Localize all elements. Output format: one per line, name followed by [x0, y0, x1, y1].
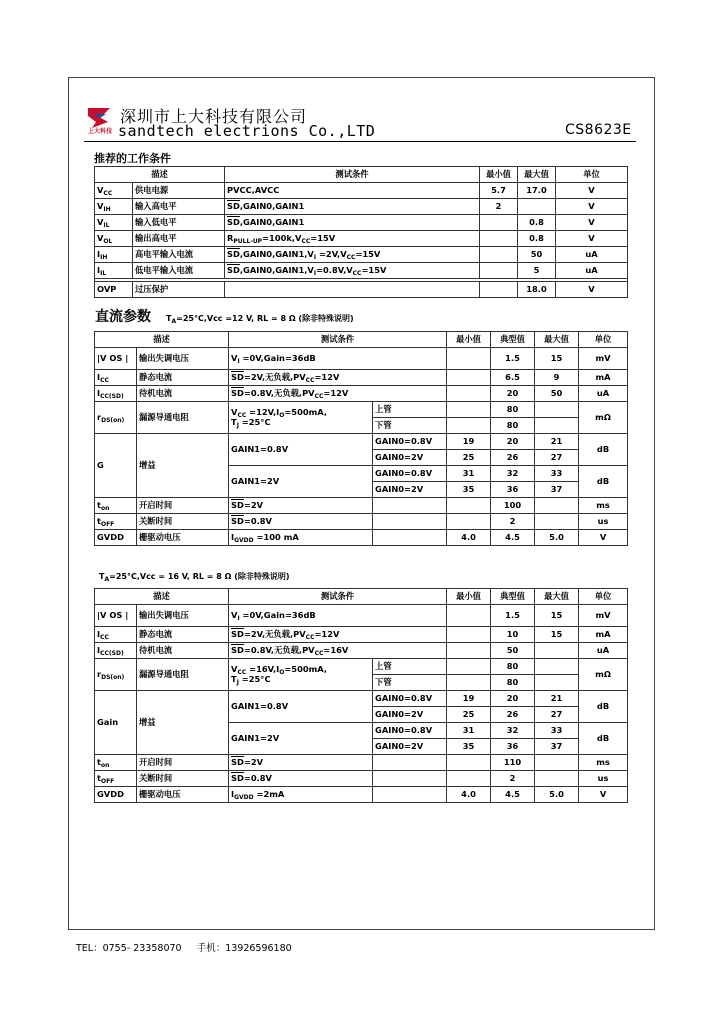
param-typ: 80 — [491, 675, 535, 691]
param-name: 静态电流 — [137, 627, 229, 643]
param-symbol: $t_{OFF}$ — [95, 514, 137, 530]
param-condition: $\overline{SD},GAIN0,GAIN1$ — [225, 199, 480, 215]
table-row — [95, 771, 628, 787]
param-sub-cond — [373, 771, 447, 787]
param-min — [480, 215, 518, 231]
param-unit: mΩ — [579, 659, 628, 691]
param-symbol: $t_{on}$ — [95, 755, 137, 771]
table-row — [95, 627, 628, 643]
param-max — [535, 402, 579, 418]
param-typ: 110 — [491, 755, 535, 771]
dc-params-table-16v — [94, 588, 628, 803]
param-symbol: $I_{IL}$ — [95, 263, 133, 279]
param-symbol: $I_{CC(SD)}$ — [95, 386, 137, 402]
param-max: 50 — [518, 247, 556, 263]
param-max: 27 — [535, 450, 579, 466]
param-sub-cond: GAIN0=0.8V — [373, 723, 447, 739]
param-max: 15 — [535, 348, 579, 370]
param-unit: mA — [579, 627, 628, 643]
footer-contact — [76, 940, 292, 954]
param-unit: ms — [579, 498, 628, 514]
table-header-row — [95, 167, 628, 183]
table-row — [95, 348, 628, 370]
param-name: 开启时间 — [137, 498, 229, 514]
param-max: 50 — [535, 386, 579, 402]
param-condition: $R_{PULL-UP}=100k,V_{CC}=15V$ — [225, 231, 480, 247]
param-unit: V — [556, 183, 628, 199]
header-divider — [84, 141, 636, 142]
param-typ: 50 — [491, 643, 535, 659]
param-name: 增益 — [137, 691, 229, 755]
param-max: 37 — [535, 482, 579, 498]
param-max: 18.0 — [518, 282, 556, 298]
param-symbol: OVP — [95, 282, 133, 298]
table-row — [95, 514, 628, 530]
param-min — [447, 659, 491, 675]
param-condition: $\overline{SD}=0.8V$ — [229, 514, 373, 530]
param-sub-cond: GAIN0=2V — [373, 482, 447, 498]
param-unit: V — [556, 231, 628, 247]
param-max: 21 — [535, 691, 579, 707]
param-max: 33 — [535, 723, 579, 739]
param-max: 0.8 — [518, 215, 556, 231]
header-min: 最小值 — [447, 332, 491, 348]
param-unit: uA — [556, 263, 628, 279]
param-typ: 20 — [491, 434, 535, 450]
param-min: 4.0 — [447, 530, 491, 546]
param-max: 5.0 — [535, 787, 579, 803]
param-condition: $\overline{SD},GAIN0,GAIN1$ — [225, 215, 480, 231]
param-name: 栅驱动电压 — [137, 530, 229, 546]
param-typ: 36 — [491, 482, 535, 498]
param-typ: 80 — [491, 418, 535, 434]
param-min: 5.7 — [480, 183, 518, 199]
param-sub-cond: GAIN0=2V — [373, 450, 447, 466]
recommended-conditions-table — [94, 166, 628, 298]
param-name: 待机电流 — [137, 386, 229, 402]
param-symbol: $V_{CC}$ — [95, 183, 133, 199]
test-condition-1: $T_A=25^\circ C,Vcc =12$ V, RL = 8 Ω (除非特殊说明) — [166, 314, 354, 325]
param-unit: V — [579, 530, 628, 546]
header-typ: 典型值 — [491, 589, 535, 605]
model-number: CS8623E — [565, 122, 632, 138]
dc-params-title: 直流参数 — [95, 309, 151, 325]
param-condition: $\overline{SD}=0.8V$ — [229, 771, 373, 787]
param-symbol: |V OS | — [95, 348, 137, 370]
param-condition — [225, 282, 480, 298]
param-name: 输出高电平 — [133, 231, 225, 247]
param-name: 低电平输入电流 — [133, 263, 225, 279]
dc-params-table-12v — [94, 331, 628, 546]
param-max: 27 — [535, 707, 579, 723]
param-condition: $V_I$ =0V,Gain=36dB — [229, 348, 447, 370]
header-max: 最大值 — [518, 167, 556, 183]
param-min: 35 — [447, 482, 491, 498]
param-unit: mV — [579, 605, 628, 627]
param-name: 输出失调电压 — [137, 605, 229, 627]
param-typ: 2 — [491, 514, 535, 530]
param-unit: dB — [579, 723, 628, 755]
param-symbol: G — [95, 434, 137, 498]
param-unit: V — [556, 215, 628, 231]
param-symbol: $V_{IH}$ — [95, 199, 133, 215]
footer-tel: TEL：0755- 23358070 — [76, 943, 182, 954]
table-row — [95, 605, 628, 627]
param-sub-cond: 上管 — [373, 402, 447, 418]
param-min: 25 — [447, 707, 491, 723]
header-max: 最大值 — [535, 589, 579, 605]
param-condition: $\overline{SD}=0.8V$,无负载$,PV_{CC}=12V$ — [229, 386, 447, 402]
param-symbol: $V_{IL}$ — [95, 215, 133, 231]
param-min: 4.0 — [447, 787, 491, 803]
param-symbol: $I_{CC}$ — [95, 370, 137, 386]
table-row — [95, 282, 628, 298]
header-desc: 描述 — [95, 332, 229, 348]
header-min: 最小值 — [480, 167, 518, 183]
param-symbol: $t_{on}$ — [95, 498, 137, 514]
param-unit: mΩ — [579, 402, 628, 434]
param-sub-cond: GAIN0=2V — [373, 707, 447, 723]
param-unit: uA — [579, 386, 628, 402]
param-condition: PVCC,AVCC — [225, 183, 480, 199]
param-min: 2 — [480, 199, 518, 215]
param-typ: 4.5 — [491, 787, 535, 803]
param-min: 19 — [447, 691, 491, 707]
param-sub-cond: 上管 — [373, 659, 447, 675]
param-symbol: $V_{OL}$ — [95, 231, 133, 247]
param-name: 静态电流 — [137, 370, 229, 386]
param-condition: GAIN1=0.8V — [229, 691, 373, 723]
table-row — [95, 247, 628, 263]
param-min — [447, 675, 491, 691]
param-name: 输出失调电压 — [137, 348, 229, 370]
param-condition: $\overline{SD}=2V$,无负载$,PV_{CC}=12V$ — [229, 370, 447, 386]
header-unit: 单位 — [579, 332, 628, 348]
table-row — [95, 755, 628, 771]
param-typ: 26 — [491, 707, 535, 723]
param-unit: V — [556, 199, 628, 215]
param-sub-cond — [373, 498, 447, 514]
param-max — [535, 643, 579, 659]
param-condition: $V_{CC} =12V,I_O=500mA$, $T_J =25^\circ C$ — [229, 402, 373, 434]
param-typ: 10 — [491, 627, 535, 643]
header-desc: 描述 — [95, 167, 225, 183]
param-name: 栅驱动电压 — [137, 787, 229, 803]
param-min — [480, 247, 518, 263]
param-sub-cond: GAIN0=0.8V — [373, 434, 447, 450]
param-max — [535, 659, 579, 675]
param-unit: V — [579, 787, 628, 803]
param-min — [480, 282, 518, 298]
param-min — [447, 605, 491, 627]
param-condition: $I_{GVDD} =100$ mA — [229, 530, 373, 546]
footer-mobile: 手机：13926596180 — [196, 943, 292, 954]
param-max: 5 — [518, 263, 556, 279]
param-max: 15 — [535, 605, 579, 627]
param-sub-cond: GAIN0=0.8V — [373, 466, 447, 482]
table-row — [95, 402, 628, 418]
param-sub-cond: 下管 — [373, 418, 447, 434]
param-condition: $\overline{SD},GAIN0,GAIN1,V_I=0.8V,V_{CC}=15V$ — [225, 263, 480, 279]
param-name: 高电平输入电流 — [133, 247, 225, 263]
table-row — [95, 530, 628, 546]
param-max: 5.0 — [535, 530, 579, 546]
param-min — [447, 627, 491, 643]
param-max: 17.0 — [518, 183, 556, 199]
param-typ: 1.5 — [491, 348, 535, 370]
param-condition: $\overline{SD}=0.8V$,无负载$,PV_{CC}=16V$ — [229, 643, 447, 659]
header-unit: 单位 — [579, 589, 628, 605]
param-min — [447, 386, 491, 402]
table-row — [95, 231, 628, 247]
header-typ: 典型值 — [491, 332, 535, 348]
header-cond: 测试条件 — [225, 167, 480, 183]
param-unit: V — [556, 282, 628, 298]
param-symbol: $r_{DS(on)}$ — [95, 402, 137, 434]
param-unit: mA — [579, 370, 628, 386]
param-max — [518, 199, 556, 215]
param-max: 9 — [535, 370, 579, 386]
param-condition: $\overline{SD}=2V$ — [229, 755, 373, 771]
param-name: 供电电源 — [133, 183, 225, 199]
param-symbol: $r_{DS(on)}$ — [95, 659, 137, 691]
param-min — [447, 402, 491, 418]
param-max: 15 — [535, 627, 579, 643]
table-header-row — [95, 332, 628, 348]
param-min — [480, 231, 518, 247]
table-header-row — [95, 589, 628, 605]
param-name: 关断时间 — [137, 771, 229, 787]
param-min — [447, 643, 491, 659]
company-logo — [84, 104, 116, 134]
param-min: 19 — [447, 434, 491, 450]
param-sub-cond — [373, 787, 447, 803]
param-min — [447, 370, 491, 386]
table-row — [95, 263, 628, 279]
param-symbol: $t_{OFF}$ — [95, 771, 137, 787]
param-name: 过压保护 — [133, 282, 225, 298]
param-name: 漏源导通电阻 — [137, 402, 229, 434]
table-row — [95, 434, 628, 450]
recommended-title: 推荐的工作条件 — [94, 152, 171, 165]
table-row — [95, 643, 628, 659]
test-condition-2: $T_A=25^\circ C,Vcc = 16$ V, RL = 8 Ω (除非特殊说明) — [99, 572, 290, 583]
param-max — [535, 755, 579, 771]
param-condition: GAIN1=2V — [229, 466, 373, 498]
param-condition: GAIN1=0.8V — [229, 434, 373, 466]
param-min — [447, 418, 491, 434]
param-max — [535, 418, 579, 434]
param-unit: uA — [556, 247, 628, 263]
param-name: 关断时间 — [137, 514, 229, 530]
logo-text: 上大科技 — [87, 128, 113, 134]
param-max — [535, 771, 579, 787]
param-unit: uA — [579, 643, 628, 659]
company-name-cn: 深圳市上大科技有限公司 — [120, 107, 308, 126]
table-row — [95, 787, 628, 803]
param-symbol: GVDD — [95, 787, 137, 803]
param-condition: $\overline{SD},GAIN0,GAIN1,V_I =2V,V_{CC}=15V$ — [225, 247, 480, 263]
param-unit: dB — [579, 691, 628, 723]
param-condition: $\overline{SD}=2V$,无负载$,PV_{CC}=12V$ — [229, 627, 447, 643]
table-row — [95, 386, 628, 402]
param-sub-cond: GAIN0=0.8V — [373, 691, 447, 707]
table-row — [95, 183, 628, 199]
param-sub-cond — [373, 530, 447, 546]
param-name: 增益 — [137, 434, 229, 498]
param-max — [535, 514, 579, 530]
header-min: 最小值 — [447, 589, 491, 605]
table-row — [95, 370, 628, 386]
param-typ: 26 — [491, 450, 535, 466]
param-min — [480, 263, 518, 279]
param-typ: 1.5 — [491, 605, 535, 627]
header-cond: 测试条件 — [229, 332, 447, 348]
param-symbol: |V OS | — [95, 605, 137, 627]
param-sub-cond — [373, 514, 447, 530]
param-unit: dB — [579, 466, 628, 498]
param-symbol: Gain — [95, 691, 137, 755]
param-min — [447, 498, 491, 514]
param-unit: us — [579, 514, 628, 530]
param-typ: 6.5 — [491, 370, 535, 386]
param-condition: $I_{GVDD} =2mA$ — [229, 787, 373, 803]
param-condition: $\overline{SD}=2V$ — [229, 498, 373, 514]
param-max: 37 — [535, 739, 579, 755]
param-name: 输入低电平 — [133, 215, 225, 231]
param-unit: mV — [579, 348, 628, 370]
param-min: 25 — [447, 450, 491, 466]
param-min — [447, 348, 491, 370]
table-row — [95, 691, 628, 707]
table-row — [95, 199, 628, 215]
header-unit: 单位 — [556, 167, 628, 183]
param-max: 33 — [535, 466, 579, 482]
param-name: 漏源导通电阻 — [137, 659, 229, 691]
param-typ: 100 — [491, 498, 535, 514]
header-max: 最大值 — [535, 332, 579, 348]
param-max — [535, 675, 579, 691]
param-unit: ms — [579, 755, 628, 771]
param-min: 35 — [447, 739, 491, 755]
param-typ: 2 — [491, 771, 535, 787]
param-unit: dB — [579, 434, 628, 466]
param-typ: 80 — [491, 402, 535, 418]
table-row — [95, 659, 628, 675]
company-name-en: sandtech electrions Co.,LTD — [118, 122, 376, 140]
param-min — [447, 771, 491, 787]
param-symbol: $I_{CC(SD)}$ — [95, 643, 137, 659]
param-min: 31 — [447, 723, 491, 739]
param-sub-cond: 下管 — [373, 675, 447, 691]
param-symbol: $I_{IH}$ — [95, 247, 133, 263]
param-name: 开启时间 — [137, 755, 229, 771]
header-cond: 测试条件 — [229, 589, 447, 605]
param-typ: 80 — [491, 659, 535, 675]
param-min: 31 — [447, 466, 491, 482]
param-typ: 32 — [491, 466, 535, 482]
param-sub-cond: GAIN0=2V — [373, 739, 447, 755]
param-typ: 20 — [491, 691, 535, 707]
param-typ: 32 — [491, 723, 535, 739]
param-condition: GAIN1=2V — [229, 723, 373, 755]
param-name: 待机电流 — [137, 643, 229, 659]
param-symbol: GVDD — [95, 530, 137, 546]
param-name: 输入高电平 — [133, 199, 225, 215]
header-desc: 描述 — [95, 589, 229, 605]
param-typ: 4.5 — [491, 530, 535, 546]
param-condition: $V_I$ =0V,Gain=36dB — [229, 605, 447, 627]
table-row — [95, 215, 628, 231]
param-min — [447, 755, 491, 771]
table-row — [95, 498, 628, 514]
param-min — [447, 514, 491, 530]
param-max — [535, 498, 579, 514]
param-max: 21 — [535, 434, 579, 450]
param-typ: 36 — [491, 739, 535, 755]
param-max: 0.8 — [518, 231, 556, 247]
param-symbol: $I_{CC}$ — [95, 627, 137, 643]
param-typ: 20 — [491, 386, 535, 402]
param-unit: us — [579, 771, 628, 787]
param-sub-cond — [373, 755, 447, 771]
param-condition: $V_{CC} =16V,I_O=500mA$, $T_J =25^\circ C$ — [229, 659, 373, 691]
